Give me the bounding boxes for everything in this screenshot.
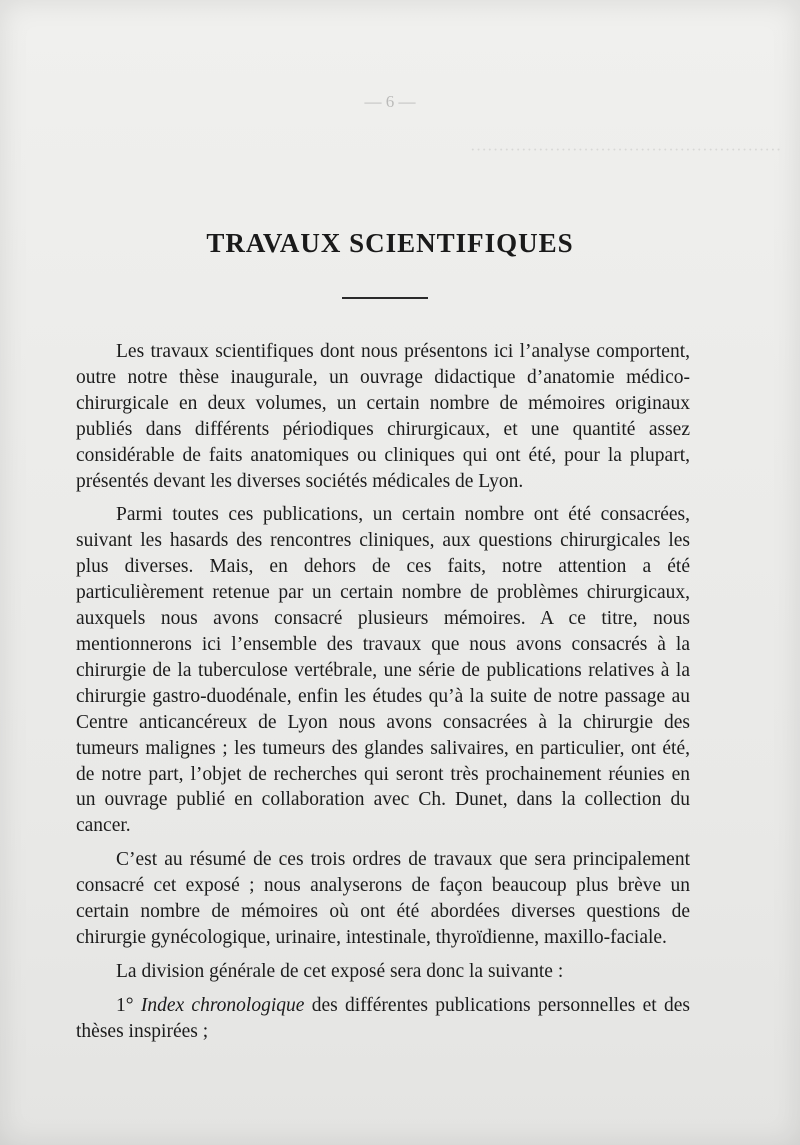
title-underline: [342, 297, 428, 299]
body-text: [76, 339, 690, 1045]
list-item-emphasis: Index chronologique: [140, 994, 305, 1016]
list-item-text: des différentes publications personnelles et des thèses inspirées ;: [76, 994, 690, 1042]
page-number: — 6 —: [364, 92, 416, 111]
paragraph-intro: Les travaux scientifiques dont nous présentons ici l’analyse comportent, outre notre thèse inaugurale, un ouvrage didactique d’anatomie médico-chirurgicale en deux volumes, un certain nombre de mémoires originaux publiés dans différents périodiques chirurgicaux, et une quantité assez considérable de faits anatomiques ou cliniques qui ont été, pour la plupart, présentés devant les diverses sociétés médicales de Lyon.: [76, 341, 690, 492]
paragraph-summary: C’est au résumé de ces trois ordres de travaux que sera principalement consacré cet exposé ; nous analyserons de façon beaucoup plus brève un certain nombre de mémoires où ont été abordées diverses questions de chirurgie gynécologique, urinaire, intestinale, thyroïdienne, maxillo-faciale.: [76, 849, 690, 948]
list-item: [76, 993, 690, 1045]
list-item-prefix: 1°: [116, 994, 141, 1016]
paragraph-division: La division générale de cet exposé sera donc la suivante :: [116, 960, 564, 982]
page-title: TRAVAUX SCIENTIFIQUES: [206, 228, 574, 258]
show-through-text: ·······················································: [470, 140, 782, 159]
paragraph-publications: Parmi toutes ces publications, un certain nombre ont été consacrées, suivant les hasards des rencontres cliniques, aux questions chirurgicales les plus diverses. Mais, en dehors de ces faits, notre attention a été particulièrement retenue par un certain nombre de problèmes chirurgicaux, auxquels nous avons consacré plusieurs mémoires. A ce titre, nous mentionnerons ici l’ensemble des travaux que nous avons consacrés à la chirurgie de la tuberculose vertébrale, une série de publications relatives à la chirurgie gastro-duodénale, enfin les études qu’à la suite de notre passage au Centre anticancéreux de Lyon nous avons consacrées à la chirurgie des tumeurs malignes ; les tumeurs des glandes salivaires, en particulier, ont été, de notre part, l’objet de recherches qui seront très prochainement réunies en un ouvrage publié en collaboration avec Ch. Dunet, dans la collection du cancer.: [76, 504, 690, 837]
